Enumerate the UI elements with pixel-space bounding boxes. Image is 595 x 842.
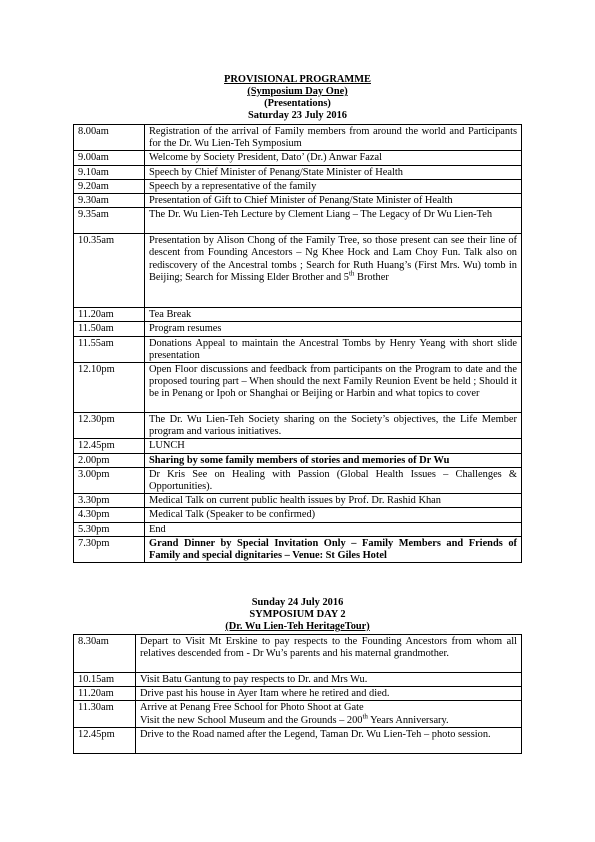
row-time: 5.30pm [74, 522, 145, 536]
day-two-date: Sunday 24 July 2016 [251, 597, 344, 608]
row-time: 11.30am [74, 701, 136, 727]
row-description: Grand Dinner by Special Invitation Only – Family Members and Friends of Family and special dignitaries – Venue: St Giles Hotel [145, 536, 522, 562]
row-time: 3.30pm [74, 494, 145, 508]
row-time: 11.20am [74, 687, 136, 701]
table-row [74, 194, 522, 208]
row-description: Visit Batu Gantung to pay respects to Dr. and Mrs Wu. [136, 673, 522, 687]
row-time: 7.30pm [74, 536, 145, 562]
day-two-schedule-table [73, 634, 522, 754]
row-description: Medical Talk on current public health issues by Prof. Dr. Rashid Khan [145, 494, 522, 508]
row-time: 9.10am [74, 165, 145, 179]
row-description: Medical Talk (Speaker to be confirmed) [145, 508, 522, 522]
row-description-tail: Years Anniversary. [367, 714, 449, 726]
ordinal-suffix: th [362, 712, 368, 721]
day-one-date: Saturday 23 July 2016 [247, 110, 347, 121]
day-one-subtitle: (Symposium Day One) [247, 86, 348, 97]
table-row [74, 208, 522, 234]
table-row [74, 234, 522, 308]
row-description [136, 701, 522, 727]
table-row [74, 453, 522, 467]
row-time: 12.45pm [74, 439, 145, 453]
row-time: 8.30am [74, 635, 136, 673]
row-description: Sharing by some family members of stories and memories of Dr Wu [145, 453, 522, 467]
table-row [74, 687, 522, 701]
row-description: The Dr. Wu Lien-Teh Lecture by Clement Liang – The Legacy of Dr Wu Lien-Teh [145, 208, 522, 234]
row-time: 9.30am [74, 194, 145, 208]
row-description-text: Visit the new School Museum and the Grounds – 200 [140, 714, 363, 726]
ordinal-suffix: th [348, 269, 355, 278]
table-row [74, 322, 522, 336]
row-time: 2.00pm [74, 453, 145, 467]
programme-title: PROVISIONAL PROGRAMME [224, 74, 371, 85]
table-row [74, 494, 522, 508]
row-time: 11.50am [74, 322, 145, 336]
row-description: Presentation of Gift to Chief Minister of Penang/State Minister of Health [145, 194, 522, 208]
row-time: 3.00pm [74, 467, 145, 493]
presentations-subtitle: (Presentations) [264, 98, 331, 109]
table-row [74, 151, 522, 165]
table-row [74, 522, 522, 536]
table-row [74, 363, 522, 413]
row-description: Drive to the Road named after the Legend, Taman Dr. Wu Lien-Teh – photo session. [136, 727, 522, 753]
table-row [74, 336, 522, 362]
row-time: 11.55am [74, 336, 145, 362]
row-description: Dr Kris See on Healing with Passion (Global Health Issues – Challenges & Opportunities). [145, 467, 522, 493]
row-description-line: Arrive at Penang Free School for Photo Shoot at Gate [140, 702, 364, 714]
table-row [74, 165, 522, 179]
row-description: Welcome by Society President, Dato’ (Dr.) Anwar Fazal [145, 151, 522, 165]
table-row [74, 701, 522, 727]
day-one-schedule-table [73, 124, 522, 563]
row-time: 12.10pm [74, 363, 145, 413]
table-row [74, 536, 522, 562]
row-description: Depart to Visit Mt Erskine to pay respects to the Founding Ancestors from whom all relatives descended from - Dr Wu’s parents and his maternal grandmother. [136, 635, 522, 673]
row-description-line-2 [140, 712, 517, 727]
row-description-tail: Brother [354, 271, 389, 283]
row-description [145, 234, 522, 308]
row-time: 8.00am [74, 125, 145, 151]
row-time: 4.30pm [74, 508, 145, 522]
day-two-title: SYMPOSIUM DAY 2 [249, 609, 346, 620]
row-description: Donations Appeal to maintain the Ancestral Tombs by Henry Yeang with short slide presentation [145, 336, 522, 362]
table-row [74, 635, 522, 673]
row-description: Open Floor discussions and feedback from participants on the Program to date and the proposed touring part – When should the next Family Reunion Event be held ; Should it be in Penang or Ipoh or Shanghai or Beijing or Harbin and what topics to cover [145, 363, 522, 413]
row-time: 10.35am [74, 234, 145, 308]
table-row [74, 439, 522, 453]
table-row [74, 308, 522, 322]
table-row [74, 413, 522, 439]
row-description: Speech by a representative of the family [145, 179, 522, 193]
table-row [74, 727, 522, 753]
row-time: 9.00am [74, 151, 145, 165]
table-row [74, 467, 522, 493]
row-description: End [145, 522, 522, 536]
row-time: 12.30pm [74, 413, 145, 439]
row-description: Registration of the arrival of Family members from around the world and Participants for the Dr. Wu Lien-Teh Symposium [145, 125, 522, 151]
table-row [74, 508, 522, 522]
row-time: 11.20am [74, 308, 145, 322]
row-description: LUNCH [145, 439, 522, 453]
row-description: Drive past his house in Ayer Itam where he retired and died. [136, 687, 522, 701]
row-description-text: Presentation by Alison Chong of the Family Tree, so those present can see their line of descent from Founding Ancestors – Ng Khee Hock and Lam Choy Fun. Talk also on rediscovery of the Ancestral tombs ; Search for Ruth Huang’s (First Mrs. Wu) tomb in Beijing; Search for Missing Elder Brother and 5 [149, 235, 517, 283]
row-description: Tea Break [145, 308, 522, 322]
row-description: Program resumes [145, 322, 522, 336]
row-time: 12.45pm [74, 727, 136, 753]
row-time: 10.15am [74, 673, 136, 687]
table-row [74, 125, 522, 151]
table-row [74, 179, 522, 193]
table-row [74, 673, 522, 687]
row-description: Speech by Chief Minister of Penang/State Minister of Health [145, 165, 522, 179]
day-two-subtitle: (Dr. Wu Lien-Teh HeritageTour) [225, 621, 370, 632]
row-description: The Dr. Wu Lien-Teh Society sharing on the Society’s objectives, the Life Member program and various initiatives. [145, 413, 522, 439]
row-time: 9.35am [74, 208, 145, 234]
row-time: 9.20am [74, 179, 145, 193]
